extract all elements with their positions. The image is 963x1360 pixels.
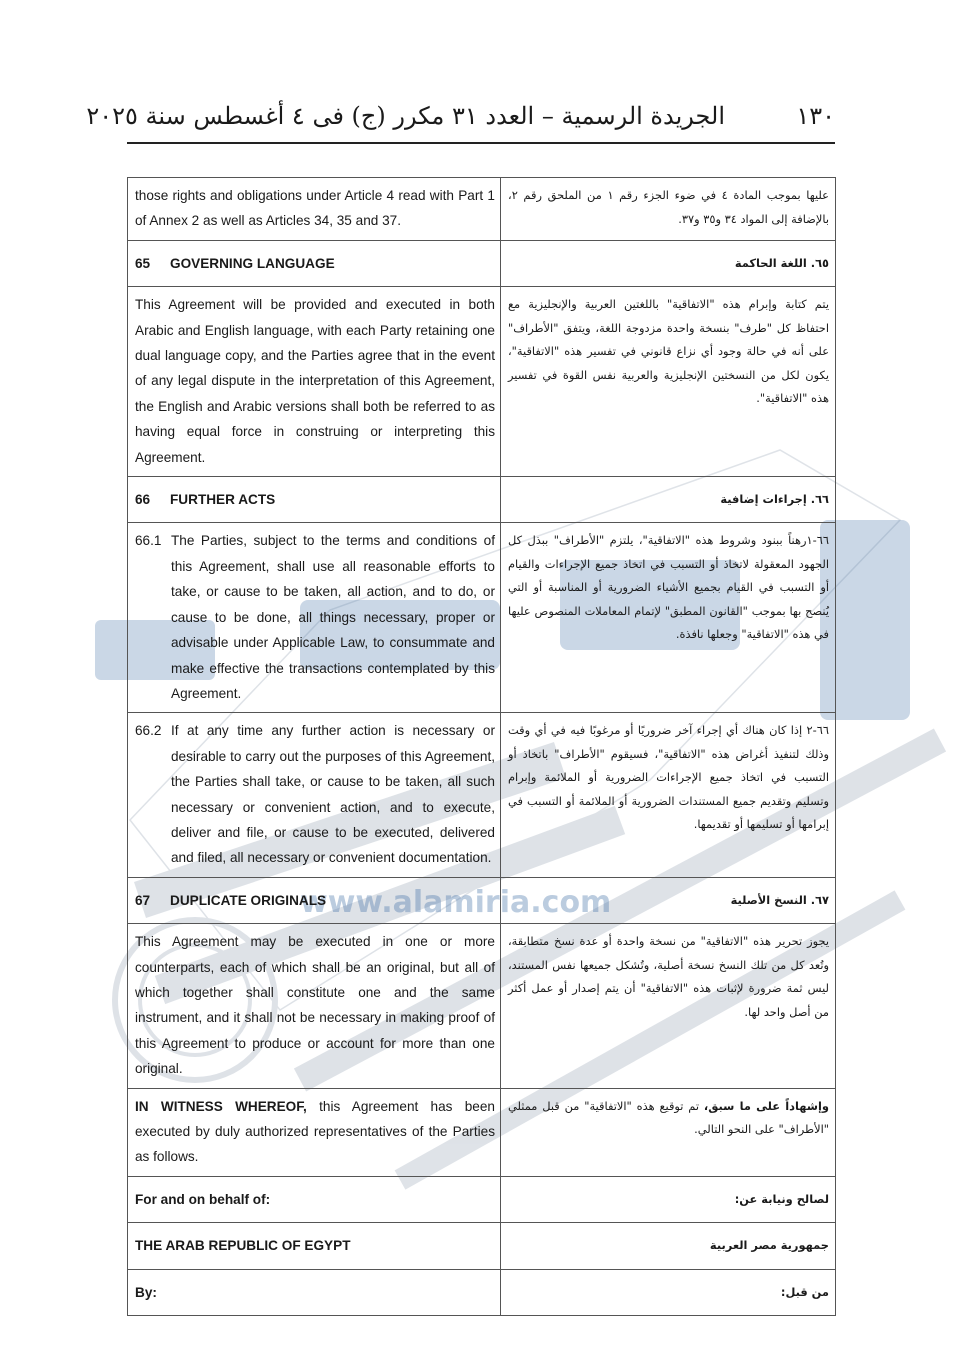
signature-row — [128, 1223, 836, 1269]
arabic-cell: عليها بموجب المادة ٤ في ضوء الجزء رقم ١ من الملحق رقم ٢، بالإضافة إلى المواد ٣٤ و٣٥ و٣٧. — [501, 178, 836, 241]
section-heading-ar: ٦٥. اللغة الحاكمة — [501, 240, 836, 286]
page-header — [86, 98, 835, 144]
table-row — [128, 287, 836, 477]
arabic-cell: يتم كتابة وإبرام هذه "الاتفاقية" باللغتين العربية والإنجليزية مع احتفاظ كل "طرف" بنسخة واحدة مزدوجة اللغة، ويتفق "الأطراف" على أنه في حالة وجود أي نزاع قانوني في تفسير هذه "الاتفاقية"، يكون لكل من النسختين الإنجليزية والعربية نفس القوة في تفسير هذه "الاتفاقية". — [501, 287, 836, 477]
section-heading-en — [128, 240, 501, 286]
section-heading-en — [128, 477, 501, 523]
page-number: ١٣٠ — [796, 102, 835, 130]
by-label: By: — [128, 1269, 501, 1315]
clause-number: 66.2 — [135, 723, 162, 739]
english-cell: This Agreement may be executed in one or more counterparts, each of which shall be an original, but all of which together shall constitute one and the same instrument, and it shall not be necessary in making proof of this Agreement to produce or account for more than one original. — [128, 924, 501, 1088]
section-heading-ar: ٦٦. إجراءات إضافية — [501, 477, 836, 523]
subclause — [135, 718, 495, 870]
arabic-cell: ٦٦-٢ إذا كان هناك أي إجراء آخر ضروريًا أو مرغوبًا فيه في أي وقت وذلك لتنفيذ أغراض هذه "الاتفاقية"، فسيقوم "الأطراف" باتخاذ أو التسبب في اتخاذ جميع الإجراءات الضرورية أو الملائمة وإبرام وتسليم وتقديم جميع المستندات الضرورية أو الملائمة أو التسبب في إبرامها أو تسليمها أو تقديمها. — [501, 713, 836, 877]
table-row — [128, 924, 836, 1088]
on-behalf-label: For and on behalf of: — [128, 1176, 501, 1222]
gazette-title: الجريدة الرسمية – العدد ٣١ مكرر (ج) فى ٤ أغسطس سنة ٢٠٢٥ — [86, 102, 725, 130]
watermark-text: www.alamiria.com — [300, 885, 612, 920]
clause-number: 66.1 — [135, 533, 162, 549]
signature-row — [128, 1176, 836, 1222]
agreement-table — [127, 177, 836, 1316]
party-name-ar: جمهورية مصر العربية — [501, 1223, 836, 1269]
arabic-cell — [501, 1088, 836, 1176]
english-cell: This Agreement will be provided and executed in both Arabic and English language, with each Party retaining one dual language copy, and the Parties agree that in the event of any legal dispute in the interpretation of this Agreement, the English and Arabic versions shall both be referred to as having equal force in construing or interpreting this Agreement. — [128, 287, 501, 477]
arabic-cell: يجوز تحرير هذه "الاتفاقية" من نسخة واحدة أو عدة نسخ متطابقة، وتُعد كل من تلك النسخ نسخة أصلية، وتُشكل جميعها نفس المستند، ليس ثمة ضرورة لإثبات هذه "الاتفاقية" أن يتم إصدار أو عمل أكثر من أصل واحد لها. — [501, 924, 836, 1088]
on-behalf-label-ar: لصالح ونيابة عن: — [501, 1176, 836, 1222]
witness-lead-ar: وإشهاداً على ما سبق، — [703, 1098, 829, 1113]
witness-text: this Agreement has been executed by duly authorized representatives of the Parties as follows. — [135, 1098, 495, 1165]
section-title: GOVERNING LANGUAGE — [170, 255, 335, 271]
signature-row — [128, 1269, 836, 1315]
english-cell — [128, 1088, 501, 1176]
section-heading-row — [128, 877, 836, 923]
section-heading-en — [128, 877, 501, 923]
table-row — [128, 178, 836, 241]
english-cell — [128, 523, 501, 713]
section-title: FURTHER ACTS — [170, 492, 276, 508]
english-cell: those rights and obligations under Article 4 read with Part 1 of Annex 2 as well as Articles 34, 35 and 37. — [128, 178, 501, 241]
subclause — [135, 528, 495, 706]
party-name: THE ARAB REPUBLIC OF EGYPT — [128, 1223, 501, 1269]
english-cell — [128, 713, 501, 877]
table-row — [128, 523, 836, 713]
section-number: 67 — [135, 892, 151, 908]
section-number: 66 — [135, 492, 151, 508]
witness-lead: IN WITNESS WHEREOF, — [135, 1098, 307, 1114]
by-label-ar: من قبل: — [501, 1269, 836, 1315]
arabic-cell: ٦٦-١رهناً ببنود وشروط هذه "الاتفاقية"، يلتزم "الأطراف" ببذل كل الجهود المعقولة لاتخاذ أو التسبب في اتخاذ جميع الإجراءات والقيام أو التسبب في القيام بجميع الأشياء الضرورية أو المناسبة أو التي يُنصح بها بموجب "القانون المطبق" لإتمام المعاملات المنصوص عليها في هذه "الاتفاقية" وجعلها نافذة. — [501, 523, 836, 713]
clause-text: The Parties, subject to the terms and conditions of this Agreement, shall use all reasonable efforts to take, or cause to be taken, all action, and to do, or cause to be done, all things necessary, proper or advisable under Applicable Law, to consummate and make effective the transactions contemplated by this Agreement. — [171, 533, 495, 701]
section-title: DUPLICATE ORIGINALS — [170, 892, 327, 908]
table-row — [128, 713, 836, 877]
section-number: 65 — [135, 255, 151, 271]
witness-row — [128, 1088, 836, 1176]
clause-text: If at any time any further action is necessary or desirable to carry out the purposes of this Agreement, the Parties shall take, or cause to be taken, all such necessary or convenient action, and to execute, deliver and file, or cause to be executed, delivered and filed, all necessary or convenient documentation. — [171, 723, 495, 866]
section-heading-row — [128, 477, 836, 523]
section-heading-row — [128, 240, 836, 286]
witness-text-ar: تم توقيع هذه "الاتفاقية" من قبل ممثلي "الأطراف" على النحو التالي. — [508, 1098, 829, 1137]
section-heading-ar: ٦٧. النسخ الأصلية — [501, 877, 836, 923]
